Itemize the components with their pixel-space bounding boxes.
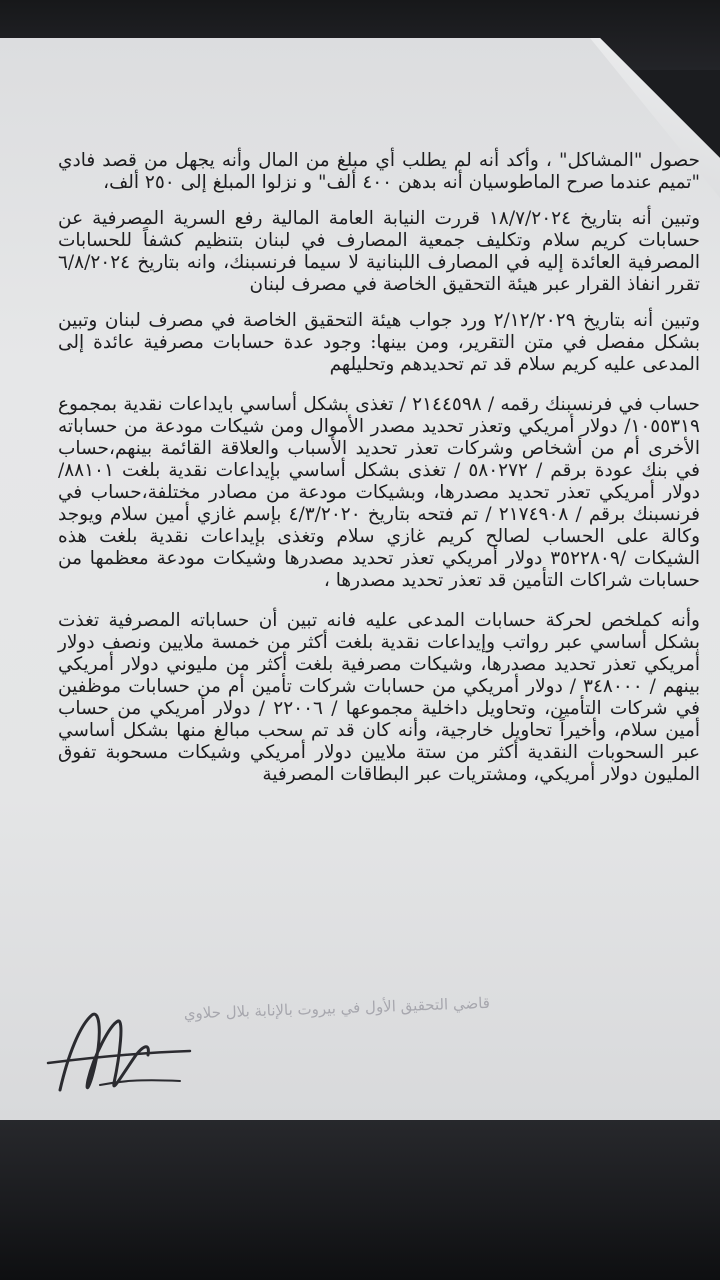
paragraph-3: وتبين أنه بتاريخ ٢/١٢/٢٠٢٩ ورد جواب هيئة التحقيق الخاصة في مصرف لبنان وتبين بشكل مفصل في متن التقرير، ومن بينها: وجود عدة حسابات مصرفية عائدة إلى المدعى عليه كريم سلام قد تم تحديدهم وتحليلهم [58, 310, 701, 375]
paragraph-4: حساب في فرنسبنك رقمه / ٢١٤٤٥٩٨ / تغذى بشكل أساسي بايداعات نقدية بمجموع ١٠٥٥٣١٩/ دولار أمريكي وتعذر تحديد مصدر الأموال ومن شيكات مودعة من حساباته الأخرى أم من أشخاص وشركات تعذر تحديد الأسباب والعلاقة القائمة بينهم،حساب في بنك عودة برقم / ٥٨٠٢٧٢ / تغذى بشكل أساسي بإيداعات نقدية بلغت ٨٨١٠١/ دولار أمريكي تعذر تحديد مصدرها، وبشيكات مودعة من مصادر مختلفة،حساب في فرنسبنك برقم / ٢١٧٤٩٠٨ / تم فتحه بتاريخ ٤/٣/٢٠٢٠ بإسم غازي أمين سلام ويوجد وكالة على الحساب لصالح كريم غازي سلام وتغذى بإيداعات نقدية بلغت هذه الشيكات /٣٥٢٢٨٠٩ دولار أمريكي تعذر تحديد مصدرها وشيكات مودعة معظمها من حسابات شراكات التأمين قد تعذر تحديد مصدرها ، [58, 394, 700, 591]
desk-background-bottom [0, 1100, 720, 1280]
handwritten-signature [40, 995, 210, 1105]
judge-stamp-text: قاضي التحقيق الأول في بيروت بالإنابة بلال حلاوي [183, 993, 491, 1023]
paragraph-2: وتبين أنه بتاريخ ١٨/٧/٢٠٢٤ قررت النيابة العامة المالية رفع السرية المصرفية عن حسابات كريم سلام وتكليف جمعية المصارف في لبنان بتنظيم كشفاً للحسابات المصرفية العائدة إليه في المصارف اللبنانية لا سيما فرنسبنك، وانه بتاريخ ٦/٨/٢٠٢٤ تقرر انفاذ القرار عبر هيئة التحقيق الخاصة في مصرف لبنان [58, 208, 701, 295]
document-body [58, 150, 700, 800]
paragraph-5: وأنه كملخص لحركة حسابات المدعى عليه فانه تبين أن حساباته المصرفية تغذت بشكل أساسي عبر رواتب وإيداعات نقدية بلغت أكثر من خمسة ملايين ونصف دولار أمريكي تعذر تحديد مصدرها، وشيكات مصرفية بلغت أكثر من مليوني دولار أمريكي بينهم / ٣٤٨٠٠٠ / دولار أمريكي من حسابات شركات تأمين أم من حسابات موظفين في شركات التأمين، وتحاويل داخلية مجموعها / ٢٢٠٠٦ / دولار أمريكي من حساب أمين سلام، وأخيراً تحاويل خارجية، وأنه كان قد تم سحب مبالغ منها بشكل أساسي عبر السحوبات النقدية أكثر من ستة ملايين دولار أمريكي وشيكات مسحوبة تفوق المليون دولار أمريكي، ومشتريات عبر البطاقات المصرفية [58, 610, 700, 785]
paragraph-1: حصول "المشاكل" ، وأكد أنه لم يطلب أي مبلغ من المال وأنه يجهل من قصد فادي "تميم عندما صرح الماطوسيان أنه بدهن ٤٠٠ ألف" و نزلوا المبلغ إلى ٢٥٠ ألف، [58, 150, 700, 193]
